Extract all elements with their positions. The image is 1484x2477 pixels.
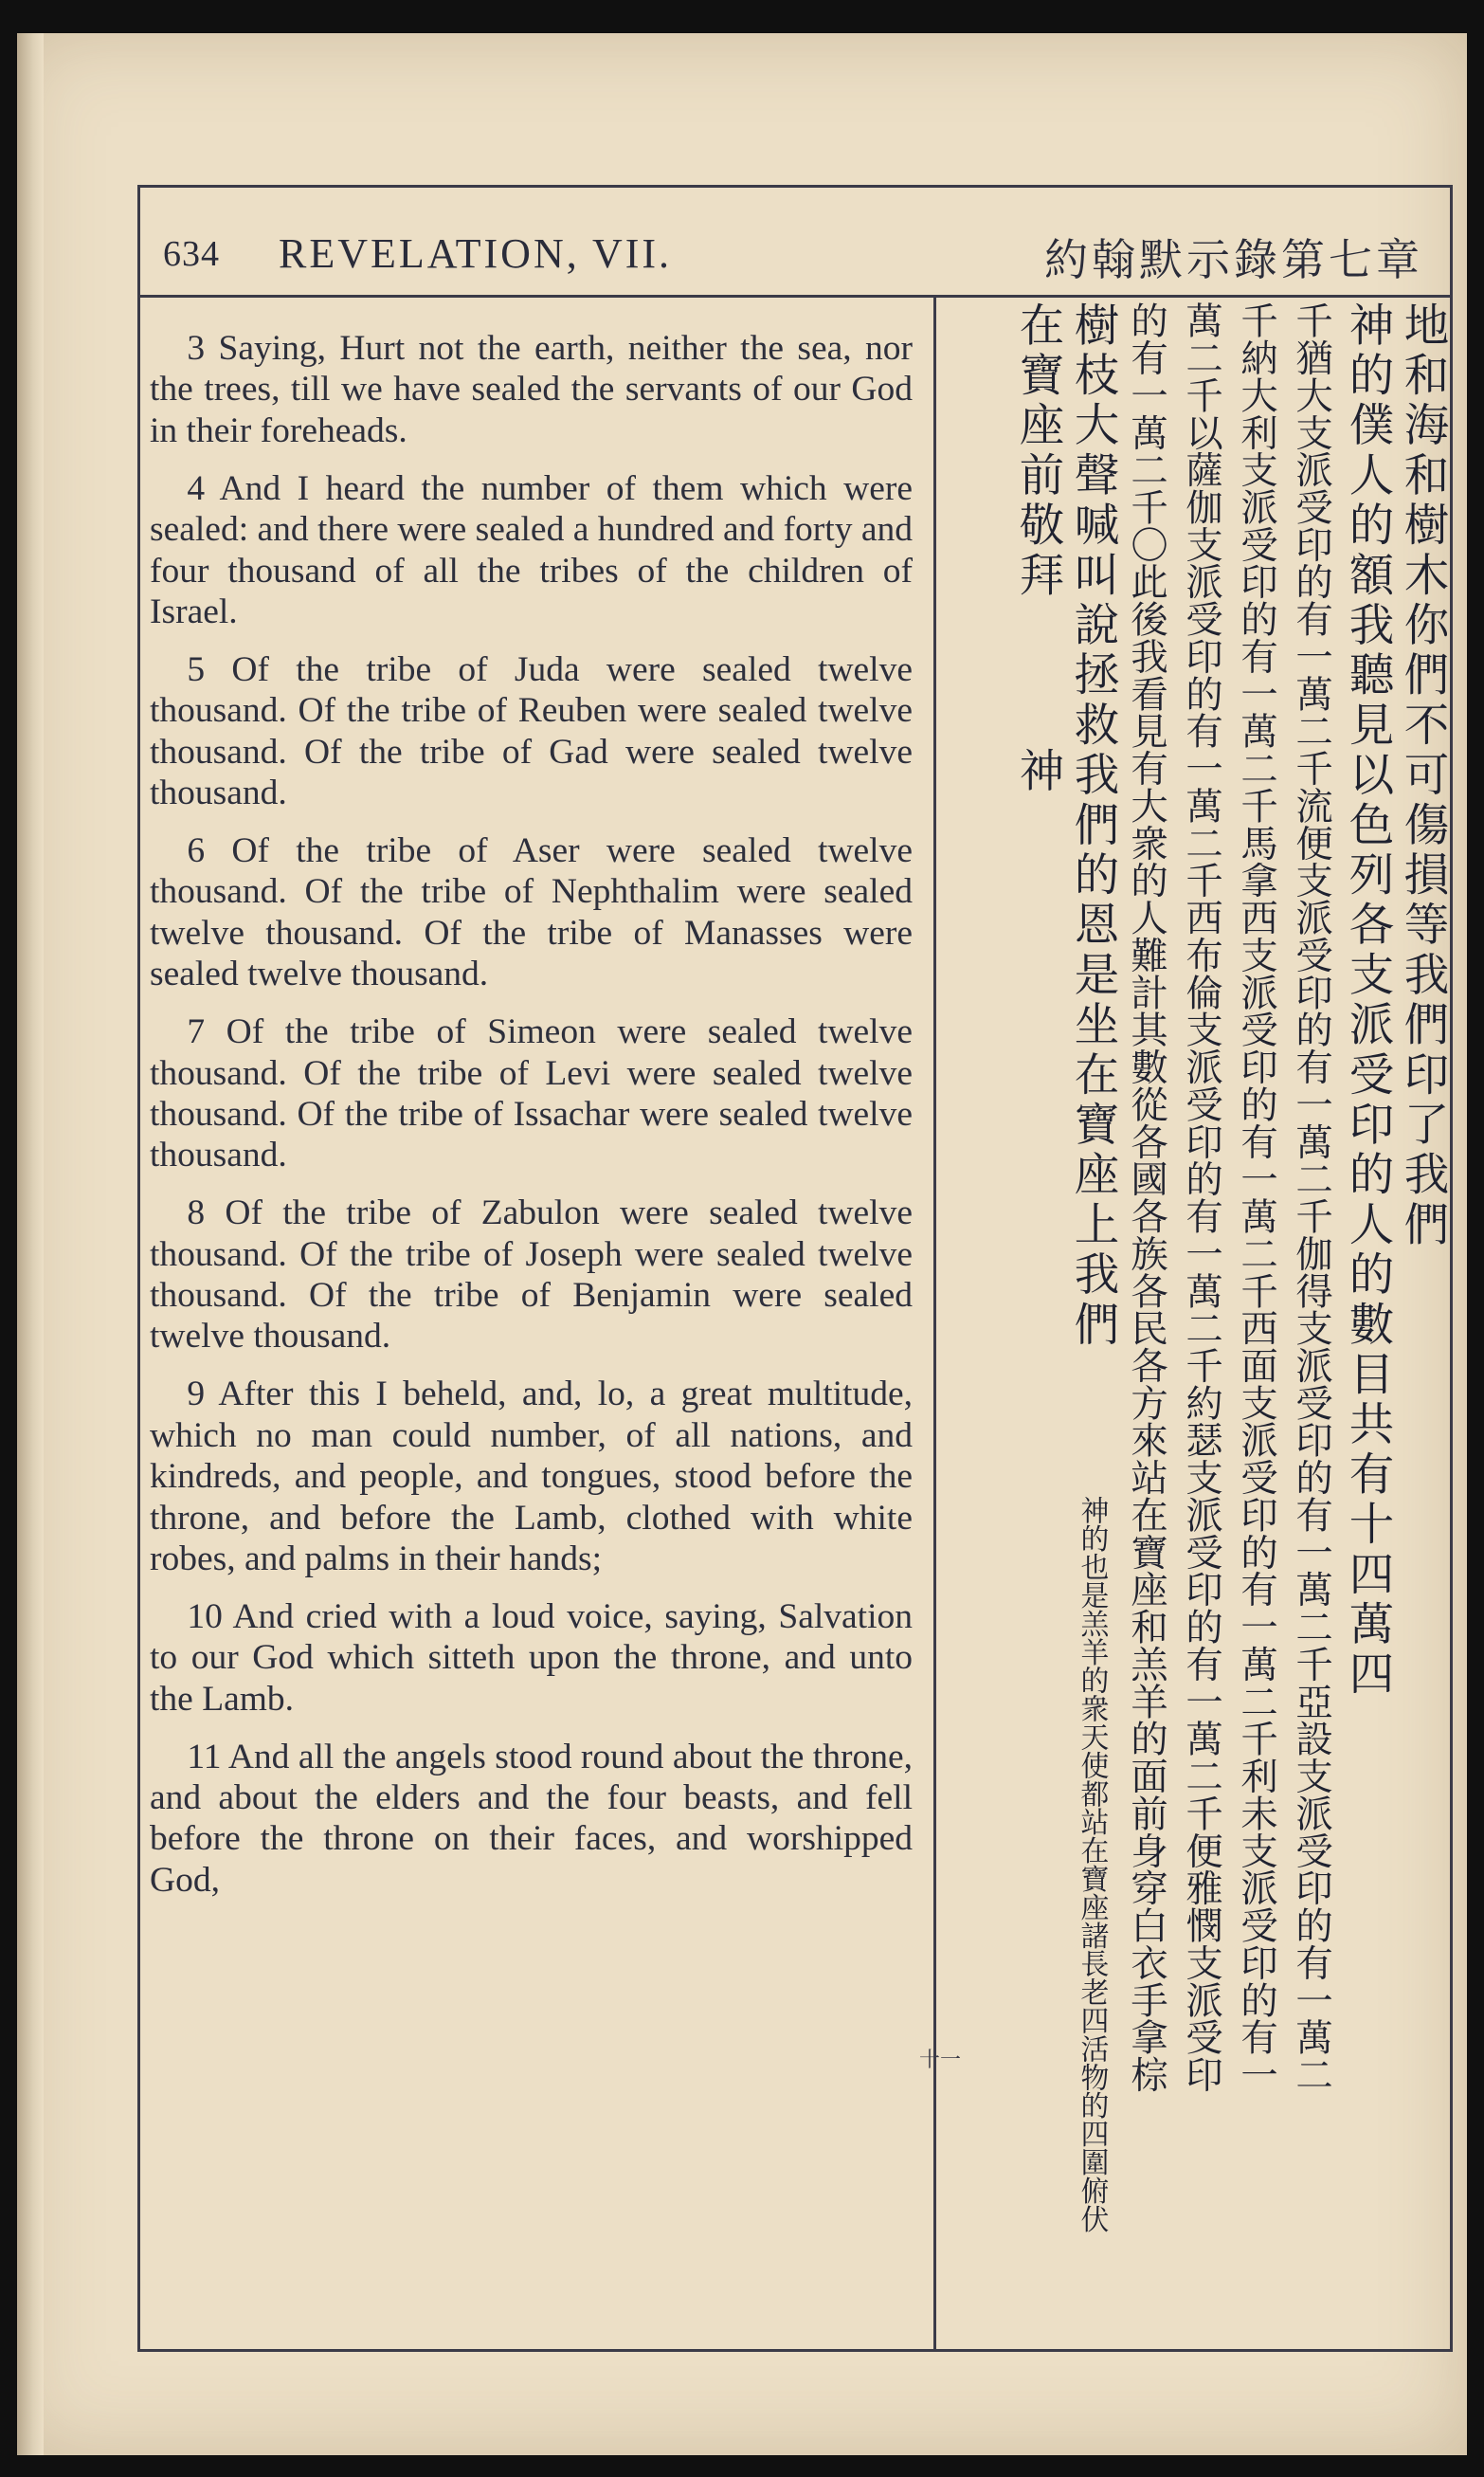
verse-8: 8 Of the tribe of Zabulon were sealed twelve thousand. Of the tribe of Joseph were sealed twelve thousand. Of the tribe of Benjamin were sealed twelve thousand. [150,1193,913,1357]
verse-11: 11 And all the angels stood round about the throne, and about the elders and the four beasts, and fell before the throne on their faces, and worshipped God, [150,1737,913,1900]
verse-4: 4 And I heard the number of them which were sealed: and there were sealed a hundred and forty and four thousand of all the tribes of the children of Israel. [150,468,913,631]
verse-3: 3 Saying, Hurt not the earth, neither the sea, nor the trees, till we have sealed the servants of our God in their foreheads. [150,329,913,450]
chinese-running-title: 約翰默示錄第七章 [1044,234,1423,285]
column-divider [933,298,936,2349]
verse-9: 9 After this I beheld, and, lo, a great multitude, which no man could number, of all nations, and kindreds, and people, and tongues, stood before the throne, and before the Lamb, clothed with white robes, and palms in their hands; [150,1375,913,1578]
page-number: 634 [163,234,220,274]
chinese-line: 千納大利支派受印的有一萬二千馬拿西支派受印的有一萬二千西面支派受印的有一萬二千利未支派受印的有一 [1235,301,1278,2093]
chinese-line: 在寶座前敬拜 [1011,301,1063,602]
chinese-line: 神的也是羔羊的衆天使都站在寶座諸長老四活物的四圍俯伏 [1076,1496,1109,2233]
chinese-line: 神 [1011,747,1063,797]
running-header [140,188,1450,298]
english-column [150,328,913,1918]
margin-verse-mark: 十一 [919,2048,962,2071]
chinese-line: 地和海和樹木你們不可傷損等我們印了我們 [1396,301,1448,1251]
running-title: REVELATION, VII. [279,230,673,277]
verse-6: 6 Of the tribe of Aser were sealed twelve thousand. Of the tribe of Nephthalim were sealed twelve thousand. Of the tribe of Manasses were sealed twelve thousand. [150,830,913,994]
book-page [17,33,1467,2455]
text-frame [137,185,1453,2352]
verse-5: 5 Of the tribe of Juda were sealed twelve thousand. Of the tribe of Reuben were sealed twelve thousand. Of the tribe of Gad were sealed twelve thousand. [150,649,913,813]
page-gutter [17,33,44,2455]
chinese-line: 的有一萬二千〇此後我看見有大衆的人難計其數從各國各族各民各方來站在寶座和羔羊的面前身穿白衣手拿棕 [1125,301,1168,2093]
chinese-column [955,301,1448,2340]
chinese-line: 樹枝大聲喊叫說拯救我們的恩是坐在寶座上我們 [1066,301,1118,1351]
chinese-line: 神的僕人的額我聽見以色列各支派受印的人的數目共有十四萬四 [1341,301,1393,1701]
verse-7: 7 Of the tribe of Simeon were sealed twelve thousand. Of the tribe of Levi were sealed twelve thousand. Of the tribe of Issachar were sealed twelve thousand. [150,1012,913,1175]
chinese-line: 千猶大支派受印的有一萬二千流便支派受印的有一萬二千伽得支派受印的有一萬二千亞設支派受印的有一萬二 [1290,301,1333,2093]
verse-10: 10 And cried with a loud voice, saying, Salvation to our God which sitteth upon the throne, and unto the Lamb. [150,1596,913,1719]
chinese-line: 萬二千以薩伽支派受印的有一萬二千西布倫支派受印的有一萬二千約瑟支派受印的有一萬二千便雅憫支派受印 [1180,301,1223,2093]
